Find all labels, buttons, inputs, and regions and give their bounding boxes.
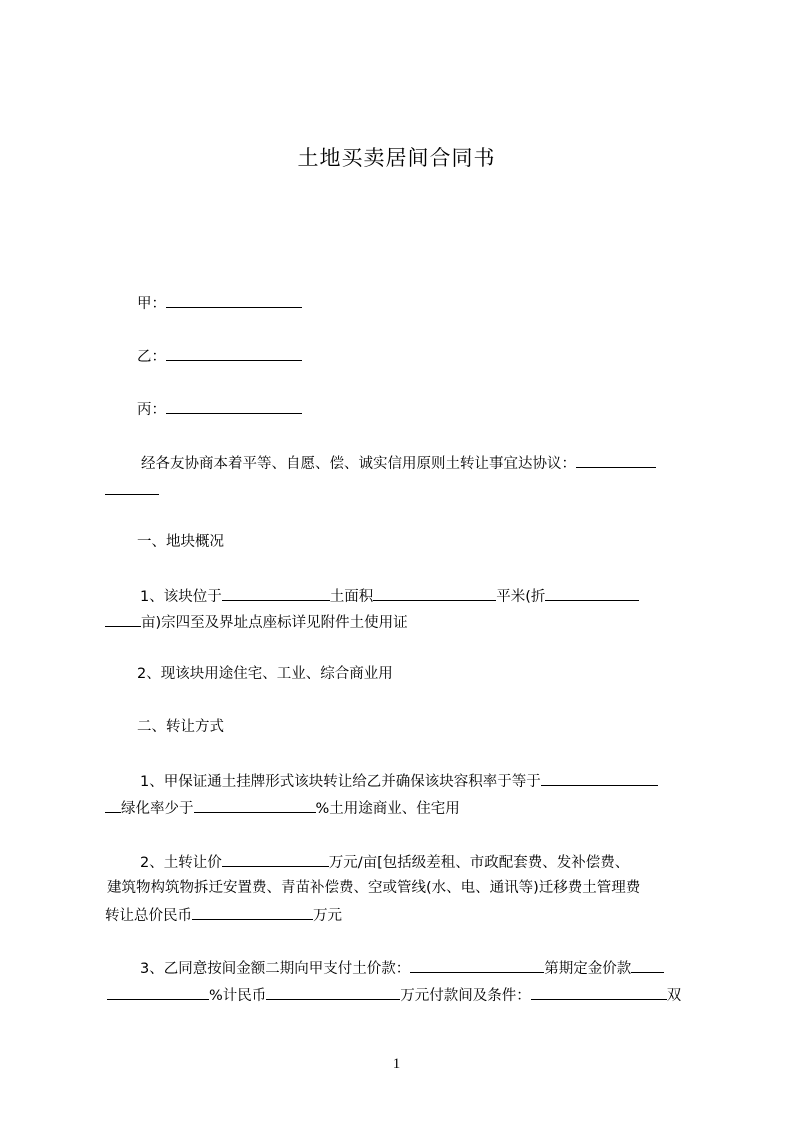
section1-item1-text-b: 土面积 bbox=[329, 589, 374, 605]
section2-item2-text-c: 转让总价民币 bbox=[105, 908, 192, 924]
total-price-blank[interactable] bbox=[192, 904, 313, 920]
party-bing-label: 丙： bbox=[137, 402, 166, 418]
area-blank[interactable] bbox=[373, 585, 496, 601]
section1-heading: 一、地块概况 bbox=[137, 534, 224, 550]
green-ratio-blank[interactable] bbox=[194, 797, 316, 813]
unit-price-blank[interactable] bbox=[222, 851, 329, 867]
section2-item1-line1 bbox=[140, 770, 658, 792]
section2-item2-line1 bbox=[140, 851, 629, 873]
document-title: 土地买卖居间合同书 bbox=[297, 146, 496, 170]
party-yi-line bbox=[137, 345, 302, 367]
section1-item2: 2、现该块用途住宅、工业、综合商业用 bbox=[137, 666, 393, 682]
section2-heading: 二、转让方式 bbox=[137, 719, 224, 735]
party-yi-blank[interactable] bbox=[166, 345, 302, 361]
section2-item2-line3 bbox=[105, 904, 342, 926]
party-bing-blank[interactable] bbox=[166, 398, 302, 414]
intro-text: 经各友协商本着平等、自愿、偿、诚实信用原则土转让事宜达协议： bbox=[141, 456, 576, 472]
location-blank[interactable] bbox=[222, 585, 330, 601]
section2-item2-text-a: 2、土转让价 bbox=[140, 855, 222, 871]
section2-item1-text-c: %土用途商业、住宅用 bbox=[315, 801, 460, 817]
party-jia-blank[interactable] bbox=[166, 292, 302, 308]
section2-item2-text-b: 万元/亩[包括级差租、市政配套费、发补偿费、 bbox=[328, 855, 630, 871]
party-jia-label: 甲： bbox=[137, 296, 166, 312]
section2-item3-text-c: %计民币 bbox=[209, 988, 267, 1004]
mu-blank-cont[interactable] bbox=[105, 611, 141, 627]
party-bing-line bbox=[137, 398, 302, 420]
section1-item1-text-a: 1、该块位于 bbox=[140, 589, 222, 605]
rmb-blank[interactable] bbox=[266, 984, 400, 1000]
section1-item1-line2 bbox=[105, 611, 408, 633]
intro-line bbox=[141, 452, 656, 474]
deposit-blank[interactable] bbox=[631, 957, 664, 973]
section2-item1-text-a: 1、甲保证通土挂牌形式该块转让给乙并确保该块容积率于等于 bbox=[140, 774, 541, 790]
plot-ratio-blank[interactable] bbox=[541, 770, 658, 786]
section2-item3-line2 bbox=[107, 984, 681, 1006]
section1-item1-text-c: 平米(折 bbox=[496, 589, 546, 605]
intro-blank[interactable] bbox=[576, 452, 656, 468]
conditions-blank[interactable] bbox=[531, 984, 667, 1000]
section1-item1-line1 bbox=[140, 585, 639, 607]
section2-item1-text-b: 绿化率少于 bbox=[121, 801, 194, 817]
plot-ratio-blank-cont[interactable] bbox=[105, 797, 121, 813]
party-jia-line bbox=[137, 292, 302, 314]
intro-line-2 bbox=[105, 479, 159, 501]
section2-item2-line2: 建筑物构筑物拆迁安置费、青苗补偿费、空或管线(水、电、通讯等)迁移费土管理费 bbox=[107, 880, 641, 896]
section2-item3-text-e: 双 bbox=[666, 988, 682, 1004]
section2-item2-text-d: 万元 bbox=[313, 908, 342, 924]
section2-item3-text-d: 万元付款间及条件： bbox=[400, 988, 531, 1004]
section2-item1-line2 bbox=[105, 797, 460, 819]
deposit-blank-cont[interactable] bbox=[107, 984, 209, 1000]
intro-blank-2[interactable] bbox=[105, 479, 159, 495]
section2-item3-line1 bbox=[140, 957, 664, 979]
party-yi-label: 乙： bbox=[137, 349, 166, 365]
section1-item1-text-d: 亩)宗四至及界址点座标详见附件土使用证 bbox=[141, 615, 408, 631]
mu-blank[interactable] bbox=[545, 585, 639, 601]
payment-blank[interactable] bbox=[410, 957, 544, 973]
page-number: 1 bbox=[392, 1056, 401, 1072]
section2-item3-text-b: 第期定金价款 bbox=[544, 961, 632, 977]
section2-item3-text-a: 3、乙同意按间金额二期向甲支付土价款： bbox=[140, 961, 411, 977]
